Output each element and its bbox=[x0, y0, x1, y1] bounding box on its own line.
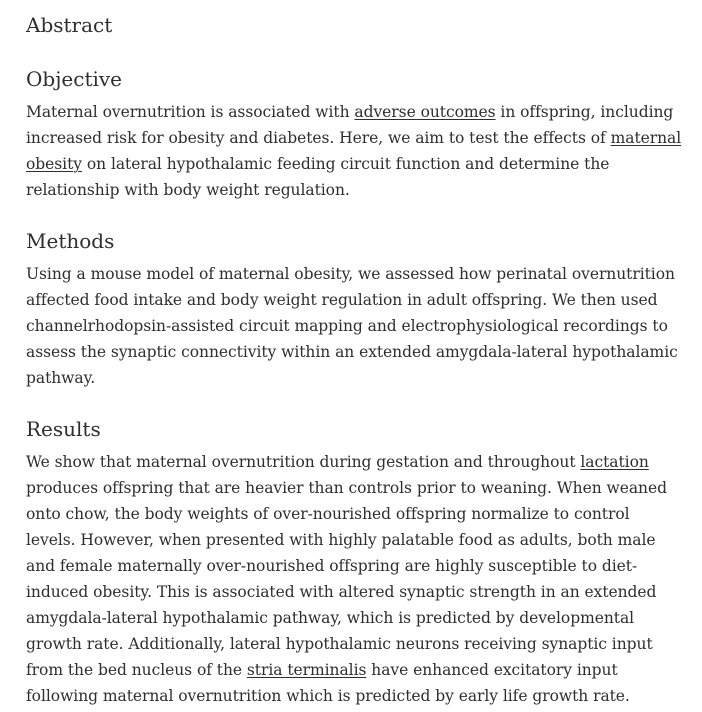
results-section bbox=[26, 416, 682, 709]
results-heading: Results bbox=[26, 417, 101, 441]
methods-heading: Methods bbox=[26, 229, 115, 253]
objective-text bbox=[26, 99, 682, 203]
objective-heading: Objective bbox=[26, 67, 123, 91]
methods-text: Using a mouse model of maternal obesity, we assessed how perinatal overnutrition affected food intake and body weight regulation in adult offspring. We then used channelrhodopsin-assisted circuit mapping and electrophysiological recordings to assess the synaptic connectivity within an extended amygdala-lateral hypothalamic pathway. bbox=[26, 265, 678, 387]
methods-section bbox=[26, 228, 682, 391]
abstract-title: Abstract bbox=[26, 13, 113, 37]
stria-terminalis-link[interactable]: stria terminalis bbox=[246, 661, 367, 679]
objective-section bbox=[26, 66, 682, 203]
results-text-part: produces offspring that are heavier than controls prior to weaning. When weaned onto chow, the body weights of over-nourished offspring normalize to control levels. However, when presented with highly palatable food as adults, both male and female maternally over-nourished offspring are highly susceptible to diet-induced obesity. This is associated with altered synaptic strength in an extended amygdala-lateral hypothalamic pathway, which is predicted by developmental growth rate. Additionally, lateral hypothalamic neurons receiving synaptic input from the bed nucleus of the bbox=[26, 479, 667, 679]
results-text-part: We show that maternal overnutrition during gestation and throughout bbox=[26, 453, 581, 471]
lactation-link[interactable]: lactation bbox=[580, 453, 649, 471]
maternal-obesity-link[interactable]: maternal obesity bbox=[26, 129, 682, 173]
objective-text-part: in offspring, including increased risk for obesity and diabetes. Here, we aim to test the effects of bbox=[26, 103, 674, 147]
adverse-outcomes-link[interactable]: adverse outcomes bbox=[354, 103, 496, 121]
objective-text-part: on lateral hypothalamic feeding circuit function and determine the relationship with body weight regulation. bbox=[26, 155, 610, 199]
results-text-part: have enhanced excitatory input following maternal overnutrition which is predicted by early life growth rate. bbox=[26, 661, 630, 705]
results-text bbox=[26, 449, 682, 709]
objective-text-part: Maternal overnutrition is associated with bbox=[26, 103, 355, 121]
